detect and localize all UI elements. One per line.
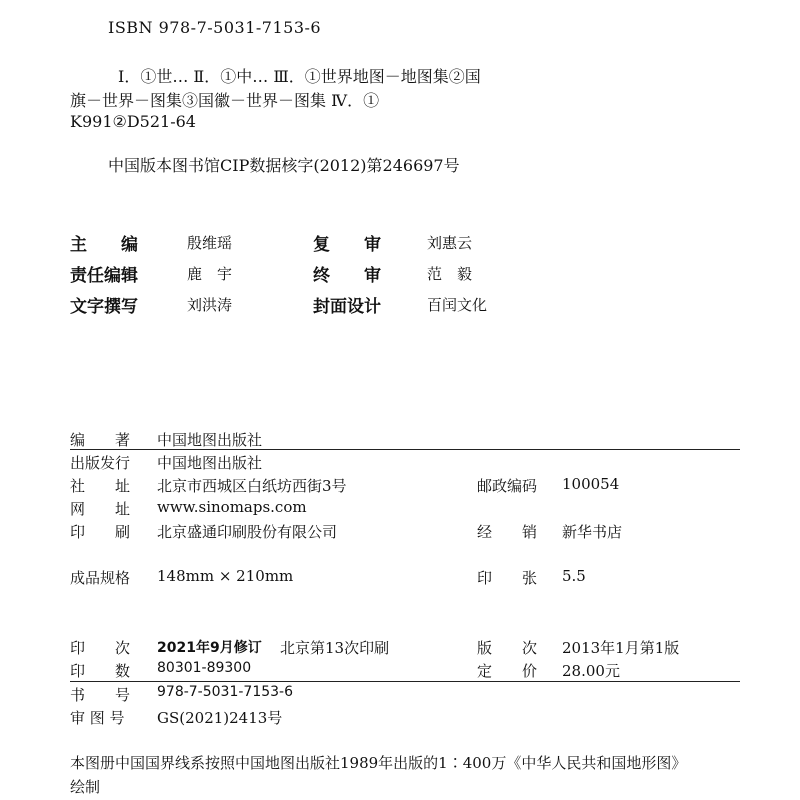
book-number-value: 978-7-5031-7153-6 bbox=[157, 684, 294, 700]
map-review-label: 审 图 号 bbox=[70, 709, 125, 727]
address-value: 北京市西城区白纸坊西街3号 bbox=[157, 477, 347, 495]
postcode-label: 邮政编码 bbox=[477, 477, 538, 495]
isbn-line: ISBN 978-7-5031-7153-6 bbox=[108, 18, 322, 37]
sheets-label: 印 张 bbox=[477, 569, 538, 587]
responsible-editor-label: 责任编辑 bbox=[70, 266, 138, 286]
cover-design-label: 封面设计 bbox=[313, 297, 381, 317]
print-count-label: 印 次 bbox=[70, 639, 131, 657]
chief-editor-label: 主 编 bbox=[70, 235, 138, 255]
cover-design-value: 百闰文化 bbox=[427, 296, 488, 314]
boundary-note-line-2: 绘制 bbox=[70, 778, 101, 796]
edition-label: 版 次 bbox=[477, 639, 538, 657]
reviewer-value: 刘惠云 bbox=[427, 234, 473, 252]
divider-rule bbox=[70, 681, 740, 682]
divider-rule bbox=[70, 449, 740, 450]
text-writer-label: 文字撰写 bbox=[70, 297, 138, 317]
size-value: 148mm × 210mm bbox=[157, 567, 294, 585]
compiler-value: 中国地图出版社 bbox=[157, 431, 263, 449]
postcode-value: 100054 bbox=[562, 475, 620, 493]
cip-number: 中国版本图书馆CIP数据核字(2012)第246697号 bbox=[108, 156, 460, 175]
cip-subject-line-3: K991②D521-64 bbox=[70, 112, 196, 131]
price-value: 28.00元 bbox=[562, 662, 620, 680]
compiler-label: 编 著 bbox=[70, 431, 131, 449]
price-label: 定 价 bbox=[477, 662, 538, 680]
publisher-value: 中国地图出版社 bbox=[157, 454, 263, 472]
website-value: www.sinomaps.com bbox=[157, 498, 307, 516]
book-number-label: 书 号 bbox=[70, 686, 131, 704]
map-review-value: GS(2021)2413号 bbox=[157, 709, 283, 727]
responsible-editor-value: 鹿 宇 bbox=[187, 265, 233, 283]
publisher-label: 出版发行 bbox=[70, 454, 131, 472]
reviewer-label: 复 审 bbox=[313, 235, 381, 255]
size-label: 成品规格 bbox=[70, 569, 131, 587]
printer-label: 印 刷 bbox=[70, 523, 131, 541]
chief-editor-value: 殷维瑶 bbox=[187, 234, 233, 252]
cip-subject-line-2: 旗－世界－图集③国徽－世界－图集 Ⅳ．① bbox=[70, 91, 380, 110]
final-review-value: 范 毅 bbox=[427, 265, 473, 283]
print-count-value: 北京第13次印刷 bbox=[280, 639, 390, 657]
edition-value: 2013年1月第1版 bbox=[562, 639, 680, 657]
print-date-value: 2021年9月修订 bbox=[157, 640, 262, 656]
print-run-label: 印 数 bbox=[70, 662, 131, 680]
distributor-value: 新华书店 bbox=[562, 523, 623, 541]
sheets-value: 5.5 bbox=[562, 567, 586, 585]
address-label: 社 址 bbox=[70, 477, 131, 495]
final-review-label: 终 审 bbox=[313, 266, 381, 286]
distributor-label: 经 销 bbox=[477, 523, 538, 541]
print-run-value: 80301-89300 bbox=[157, 660, 252, 676]
printer-value: 北京盛通印刷股份有限公司 bbox=[157, 523, 338, 541]
website-label: 网 址 bbox=[70, 500, 131, 518]
boundary-note-line-1: 本图册中国国界线系按照中国地图出版社1989年出版的1∶400万《中华人民共和国地形图》 bbox=[70, 754, 687, 772]
cip-subject-line-1: Ⅰ．①世… Ⅱ．①中… Ⅲ．①世界地图－地图集②国 bbox=[118, 67, 481, 86]
text-writer-value: 刘洪涛 bbox=[187, 296, 233, 314]
